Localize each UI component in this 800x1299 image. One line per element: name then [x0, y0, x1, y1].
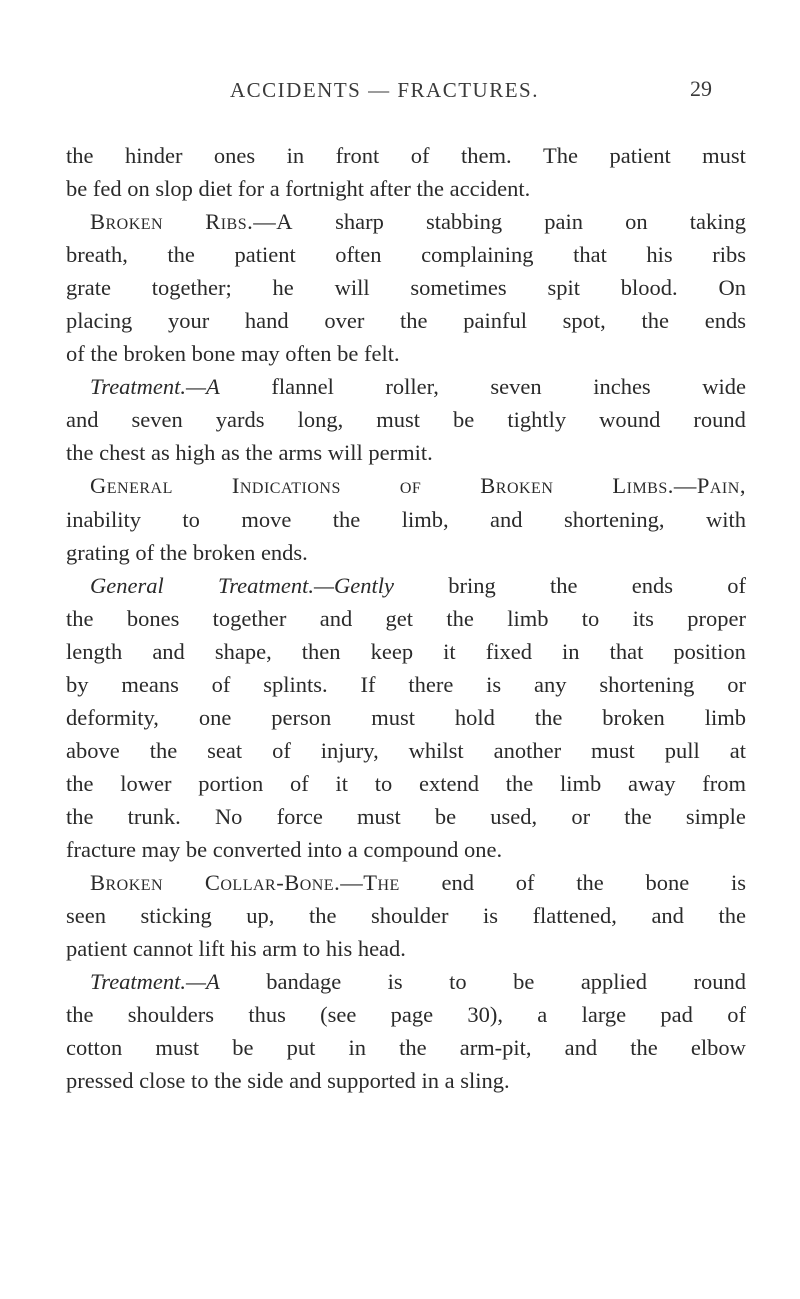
- text-line: Treatment.—A bandage is to be applied round: [90, 969, 746, 995]
- text-line: the hinder ones in front of them. The patient must: [66, 143, 746, 168]
- text-line: be fed on slop diet for a fortnight after the accident.: [66, 176, 531, 202]
- text-line: seen sticking up, the shoulder is flattened, and the: [66, 903, 746, 929]
- text-line: Broken Ribs.—A sharp stabbing pain on taking: [90, 209, 746, 235]
- text-line: pressed close to the side and supported in a sling.: [66, 1068, 510, 1094]
- text-line: the trunk. No force must be used, or the simple: [66, 803, 746, 829]
- text-line: the shoulders thus (see page 30), a large pad of: [66, 1002, 746, 1028]
- text-line: breath, the patient often complaining that his ribs: [66, 242, 746, 268]
- page-number: 29: [690, 76, 712, 101]
- text-line: inability to move the limb, and shortening, with: [66, 506, 746, 532]
- text-line: by means of splints. If there is any shortening or: [66, 671, 746, 697]
- text-line: Treatment.—A flannel roller, seven inches wide: [90, 374, 746, 400]
- text-line: deformity, one person must hold the broken limb: [66, 704, 746, 730]
- running-head: ACCIDENTS — FRACTURES.: [230, 78, 539, 102]
- text-line: fracture may be converted into a compound one.: [66, 836, 503, 862]
- text-line: cotton must be put in the arm-pit, and the elbow: [66, 1035, 746, 1061]
- text-line: placing your hand over the painful spot, the ends: [66, 308, 746, 334]
- text-line: General Treatment.—Gently bring the ends of: [90, 572, 746, 598]
- text-line: patient cannot lift his arm to his head.: [66, 936, 406, 962]
- text-line: of the broken bone may often be felt.: [66, 341, 400, 367]
- text-line: the bones together and get the limb to its proper: [66, 605, 746, 631]
- text-line: length and shape, then keep it fixed in that position: [66, 638, 746, 664]
- text-line: above the seat of injury, whilst another must pull at: [66, 737, 746, 763]
- text-line: and seven yards long, must be tightly wound round: [66, 407, 746, 433]
- text-line: grating of the broken ends.: [66, 539, 308, 565]
- text-line: the lower portion of it to extend the limb away from: [66, 770, 746, 796]
- text-line: Broken Collar-Bone.—The end of the bone is: [90, 870, 746, 896]
- text-line: General Indications of Broken Limbs.—Pain,: [90, 473, 746, 499]
- text-line: the chest as high as the arms will permit.: [66, 440, 433, 466]
- text-line: grate together; he will sometimes spit blood. On: [66, 275, 746, 301]
- body-text: [66, 139, 746, 1097]
